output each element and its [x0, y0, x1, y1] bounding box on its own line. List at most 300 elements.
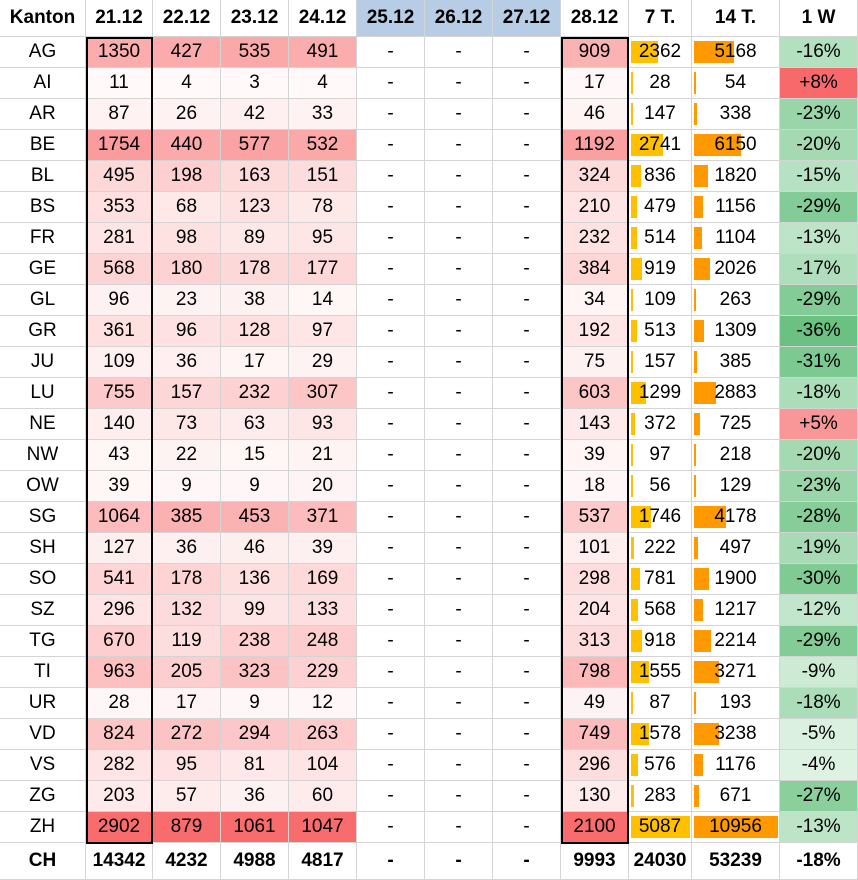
canton-label	[0, 657, 86, 688]
day-value-text: 151	[306, 165, 339, 186]
data-bar	[631, 537, 634, 559]
sum-14-days-text: 218	[719, 444, 752, 465]
sum-14-days-text: 10956	[709, 816, 762, 837]
sum-7-days	[629, 657, 692, 688]
day-value	[289, 781, 357, 812]
sum-14-days-text: 2214	[714, 630, 757, 651]
sum-7-days	[629, 843, 692, 880]
day-value	[86, 161, 153, 192]
weekly-change	[780, 285, 858, 316]
sum-7-days	[629, 99, 692, 130]
day-value-text: -	[455, 165, 462, 186]
day-value	[86, 533, 153, 564]
day-value	[357, 843, 425, 880]
canton-label	[0, 719, 86, 750]
day-value	[357, 285, 425, 316]
day-value-text: -	[387, 723, 394, 744]
weekly-change	[780, 750, 858, 781]
day-value-text: 232	[578, 227, 611, 248]
weekly-change	[780, 254, 858, 285]
day-value-text: -	[455, 661, 462, 682]
sum-7-days-text: 836	[644, 165, 676, 186]
day-value-text: 17	[583, 72, 606, 93]
day-value-text: 73	[175, 413, 198, 434]
day-value-text: 2100	[573, 816, 616, 837]
day-value-text: -	[523, 506, 530, 527]
day-value-text: 603	[578, 382, 611, 403]
data-bar	[631, 165, 641, 187]
day-value	[153, 440, 221, 471]
day-value	[86, 99, 153, 130]
canton-label	[0, 130, 86, 161]
weekly-change-text: -18%	[796, 692, 841, 713]
weekly-change-text: -19%	[796, 537, 841, 558]
day-value	[357, 68, 425, 99]
day-value-text: 205	[170, 661, 203, 682]
sum-14-days	[692, 161, 780, 192]
canton-label-text: BL	[30, 165, 55, 186]
day-value-text: -	[387, 413, 394, 434]
day-value-text: 143	[578, 413, 611, 434]
sum-7-days-text: 372	[644, 413, 676, 434]
day-value	[493, 657, 561, 688]
day-value-text: 43	[108, 444, 130, 465]
day-value	[561, 533, 629, 564]
day-value-text: -	[387, 289, 394, 310]
day-value	[425, 285, 493, 316]
day-value-text: 75	[583, 351, 606, 372]
day-value-text: 1192	[574, 134, 615, 155]
day-value-text: 99	[243, 599, 266, 620]
sum-7-days-text: 56	[649, 475, 671, 496]
day-value-text: -	[455, 723, 462, 744]
sum-14-days	[692, 626, 780, 657]
sum-14-days	[692, 502, 780, 533]
canton-label	[0, 533, 86, 564]
day-value-text: 313	[578, 630, 611, 651]
day-value	[561, 68, 629, 99]
day-value-text: 89	[243, 227, 266, 248]
sum-14-days-text: 1217	[714, 599, 757, 620]
day-value-text: -	[455, 41, 462, 62]
header-23-12-text: 23.12	[230, 7, 279, 28]
day-value-text: 798	[578, 661, 611, 682]
day-value-text: 104	[306, 754, 339, 775]
sum-7-days	[629, 502, 692, 533]
day-value-text: 2902	[97, 816, 141, 837]
data-bar	[694, 196, 703, 218]
weekly-change-text: -20%	[796, 134, 841, 155]
day-value-text: -	[387, 630, 394, 651]
day-value-text: 9993	[573, 850, 616, 871]
day-value-text: -	[523, 413, 530, 434]
weekly-change	[780, 626, 858, 657]
day-value	[357, 781, 425, 812]
canton-label-text: VD	[29, 723, 56, 744]
sum-7-days-text: 28	[649, 72, 671, 93]
day-value-text: 34	[583, 289, 606, 310]
data-bar	[694, 475, 696, 497]
day-value	[86, 316, 153, 347]
header-25-12-text: 25.12	[366, 7, 415, 28]
sum-14-days-text: 3271	[714, 661, 757, 682]
day-value	[425, 440, 493, 471]
weekly-change-text: -5%	[801, 723, 836, 744]
day-value-text: 29	[311, 351, 334, 372]
day-value	[425, 626, 493, 657]
weekly-change-text: -28%	[796, 506, 841, 527]
header-24-12-text: 24.12	[298, 7, 347, 28]
day-value	[86, 130, 153, 161]
weekly-change-text: -17%	[796, 258, 841, 279]
day-value-text: 21	[311, 444, 334, 465]
day-value	[221, 223, 289, 254]
canton-label	[0, 37, 86, 68]
canton-label	[0, 347, 86, 378]
day-value-text: 95	[311, 227, 334, 248]
day-value	[221, 409, 289, 440]
canton-label	[0, 471, 86, 502]
day-value-text: 203	[103, 785, 135, 806]
canton-label-text: GE	[28, 258, 57, 279]
day-value	[493, 99, 561, 130]
header-1-w-text: 1 W	[801, 7, 836, 28]
data-bar	[631, 258, 642, 280]
day-value	[425, 99, 493, 130]
day-value	[493, 812, 561, 843]
header-21-12	[86, 0, 153, 37]
day-value	[289, 378, 357, 409]
canton-label-text: BS	[29, 196, 56, 217]
weekly-change	[780, 719, 858, 750]
day-value	[561, 223, 629, 254]
sum-14-days-text: 385	[719, 351, 752, 372]
day-value	[289, 347, 357, 378]
sum-7-days-text: 1555	[638, 661, 682, 682]
day-value-text: -	[523, 630, 530, 651]
weekly-change-text: +5%	[799, 413, 838, 434]
day-value	[425, 347, 493, 378]
day-value-text: 93	[311, 413, 334, 434]
day-value-text: -	[387, 506, 394, 527]
data-bar	[694, 630, 711, 652]
sum-7-days-text: 87	[649, 692, 671, 713]
canton-label	[0, 99, 86, 130]
data-bar	[694, 599, 703, 621]
day-value	[221, 378, 289, 409]
day-value	[153, 192, 221, 223]
canton-label	[0, 502, 86, 533]
day-value-text: 568	[103, 258, 135, 279]
day-value	[86, 192, 153, 223]
day-value-text: 532	[306, 134, 339, 155]
data-bar	[694, 754, 703, 776]
day-value	[561, 657, 629, 688]
day-value-text: -	[523, 599, 530, 620]
canton-label-text: GL	[29, 289, 56, 310]
weekly-change	[780, 99, 858, 130]
day-value	[221, 533, 289, 564]
day-value	[153, 688, 221, 719]
data-bar	[694, 258, 710, 280]
day-value-text: 49	[583, 692, 606, 713]
sum-7-days	[629, 688, 692, 719]
sum-7-days-text: 918	[644, 630, 676, 651]
weekly-change-text: -31%	[796, 351, 841, 372]
sum-14-days-text: 1156	[715, 196, 756, 217]
day-value-text: 14342	[92, 850, 146, 871]
day-value-text: -	[455, 196, 462, 217]
weekly-change	[780, 378, 858, 409]
day-value-text: 36	[175, 351, 198, 372]
day-value-text: -	[523, 258, 530, 279]
weekly-change-text: -23%	[796, 475, 841, 496]
day-value	[86, 254, 153, 285]
day-value-text: 57	[175, 785, 198, 806]
header-28-12	[561, 0, 629, 37]
canton-label-text: NE	[29, 413, 56, 434]
day-value-text: -	[523, 444, 530, 465]
sum-14-days-text: 129	[719, 475, 752, 496]
day-value-text: -	[387, 72, 394, 93]
day-value	[86, 37, 153, 68]
day-value	[86, 440, 153, 471]
day-value	[561, 254, 629, 285]
data-bar	[694, 444, 696, 466]
day-value	[493, 471, 561, 502]
data-bar	[631, 475, 633, 497]
day-value	[493, 843, 561, 880]
day-value	[86, 595, 153, 626]
day-value	[561, 440, 629, 471]
day-value-text: 248	[306, 630, 339, 651]
sum-7-days-text: 2362	[638, 41, 682, 62]
day-value	[425, 254, 493, 285]
day-value-text: -	[523, 41, 530, 62]
day-value	[357, 564, 425, 595]
sum-7-days-text: 283	[644, 785, 676, 806]
header-kanton-text: Kanton	[9, 7, 76, 28]
day-value	[289, 502, 357, 533]
day-value-text: 294	[238, 723, 271, 744]
day-value	[493, 347, 561, 378]
day-value-text: -	[523, 754, 530, 775]
sum-14-days-text: 1900	[714, 568, 757, 589]
day-value-text: 36	[175, 537, 198, 558]
sum-7-days	[629, 223, 692, 254]
sum-7-days-text: 97	[649, 444, 671, 465]
sum-14-days	[692, 719, 780, 750]
day-value	[289, 192, 357, 223]
sum-7-days	[629, 378, 692, 409]
day-value	[86, 719, 153, 750]
day-value-text: -	[455, 351, 462, 372]
sum-14-days	[692, 471, 780, 502]
day-value-text: -	[455, 413, 462, 434]
day-value-text: -	[523, 475, 530, 496]
day-value	[561, 502, 629, 533]
day-value-text: -	[387, 258, 394, 279]
day-value	[425, 843, 493, 880]
canton-label-text: ZH	[29, 816, 56, 837]
canton-label-text: SO	[28, 568, 57, 589]
sum-14-days	[692, 657, 780, 688]
day-value-text: -	[455, 537, 462, 558]
weekly-change-text: -30%	[796, 568, 841, 589]
weekly-change	[780, 192, 858, 223]
day-value	[153, 68, 221, 99]
header-23-12	[221, 0, 289, 37]
header-14-t-	[692, 0, 780, 37]
sum-14-days-text: 6150	[714, 134, 757, 155]
day-value	[493, 688, 561, 719]
day-value	[425, 657, 493, 688]
day-value	[561, 719, 629, 750]
day-value-text: -	[523, 850, 530, 871]
header-21-12-text: 21.12	[95, 7, 143, 28]
day-value-text: 204	[578, 599, 611, 620]
day-value-text: 128	[238, 320, 271, 341]
header-24-12	[289, 0, 357, 37]
day-value	[289, 99, 357, 130]
weekly-change-text: -18%	[796, 850, 841, 871]
day-value-text: -	[387, 754, 394, 775]
canton-label	[0, 254, 86, 285]
day-value	[153, 161, 221, 192]
sum-14-days-text: 2883	[714, 382, 757, 403]
day-value-text: 440	[170, 134, 203, 155]
day-value	[493, 564, 561, 595]
canton-label-text: OW	[26, 475, 59, 496]
sum-7-days	[629, 440, 692, 471]
canton-label	[0, 564, 86, 595]
canton-label	[0, 843, 86, 880]
day-value	[221, 626, 289, 657]
data-bar	[631, 568, 640, 590]
day-value	[425, 595, 493, 626]
day-value-text: 4	[181, 72, 192, 93]
canton-label	[0, 595, 86, 626]
day-value-text: 427	[170, 41, 203, 62]
day-value-text: 39	[108, 475, 130, 496]
day-value	[86, 471, 153, 502]
day-value-text: 101	[578, 537, 611, 558]
day-value-text: -	[523, 196, 530, 217]
day-value	[153, 657, 221, 688]
weekly-change	[780, 130, 858, 161]
sum-7-days	[629, 37, 692, 68]
day-value	[425, 223, 493, 254]
day-value-text: 909	[578, 41, 611, 62]
sum-7-days-text: 5087	[638, 816, 682, 837]
sum-7-days	[629, 812, 692, 843]
day-value	[221, 161, 289, 192]
sum-7-days	[629, 626, 692, 657]
sum-14-days	[692, 595, 780, 626]
day-value	[289, 130, 357, 161]
day-value-text: -	[387, 165, 394, 186]
canton-label	[0, 161, 86, 192]
day-value-text: 1061	[233, 816, 276, 837]
header-1-w	[780, 0, 858, 37]
sum-14-days	[692, 285, 780, 316]
day-value	[425, 68, 493, 99]
day-value-text: -	[523, 320, 530, 341]
day-value	[357, 99, 425, 130]
sum-7-days-text: 24030	[633, 850, 687, 871]
sum-14-days-text: 5168	[714, 41, 757, 62]
day-value	[153, 750, 221, 781]
sum-14-days	[692, 378, 780, 409]
sum-7-days-text: 2741	[638, 134, 682, 155]
day-value	[561, 781, 629, 812]
sum-7-days-text: 568	[644, 599, 676, 620]
day-value-text: 163	[238, 165, 271, 186]
day-value	[86, 223, 153, 254]
day-value	[357, 533, 425, 564]
day-value-text: 18	[583, 475, 606, 496]
day-value-text: -	[523, 661, 530, 682]
day-value	[493, 378, 561, 409]
day-value	[493, 626, 561, 657]
day-value-text: 491	[306, 41, 339, 62]
day-value	[153, 285, 221, 316]
day-value	[221, 781, 289, 812]
day-value-text: -	[387, 599, 394, 620]
day-value-text: 296	[103, 599, 135, 620]
day-value	[289, 471, 357, 502]
header-7-t--text: 7 T.	[644, 7, 676, 28]
day-value	[153, 533, 221, 564]
day-value	[357, 440, 425, 471]
day-value	[221, 254, 289, 285]
day-value-text: -	[523, 165, 530, 186]
canton-label-text: VS	[29, 754, 56, 775]
data-bar	[694, 785, 699, 807]
day-value	[221, 440, 289, 471]
day-value	[561, 750, 629, 781]
data-bar	[631, 103, 633, 125]
sum-14-days-text: 193	[719, 692, 752, 713]
day-value-text: -	[455, 382, 462, 403]
sum-14-days	[692, 843, 780, 880]
day-value	[357, 719, 425, 750]
weekly-change-text: -4%	[801, 754, 836, 775]
day-value	[561, 564, 629, 595]
day-value	[493, 285, 561, 316]
day-value	[86, 626, 153, 657]
weekly-change	[780, 502, 858, 533]
day-value	[493, 68, 561, 99]
day-value-text: 97	[311, 320, 334, 341]
sum-7-days-text: 109	[644, 289, 676, 310]
sum-7-days	[629, 564, 692, 595]
canton-label-text: AR	[29, 103, 56, 124]
day-value-text: 296	[578, 754, 611, 775]
sum-7-days-text: 147	[644, 103, 676, 124]
weekly-change	[780, 471, 858, 502]
day-value-text: 282	[103, 754, 135, 775]
day-value	[289, 626, 357, 657]
canton-label	[0, 688, 86, 719]
canton-label-text: JU	[30, 351, 55, 372]
data-bar	[694, 537, 698, 559]
day-value	[153, 564, 221, 595]
weekly-change	[780, 409, 858, 440]
day-value-text: 132	[170, 599, 203, 620]
day-value	[425, 130, 493, 161]
day-value-text: 361	[103, 320, 135, 341]
